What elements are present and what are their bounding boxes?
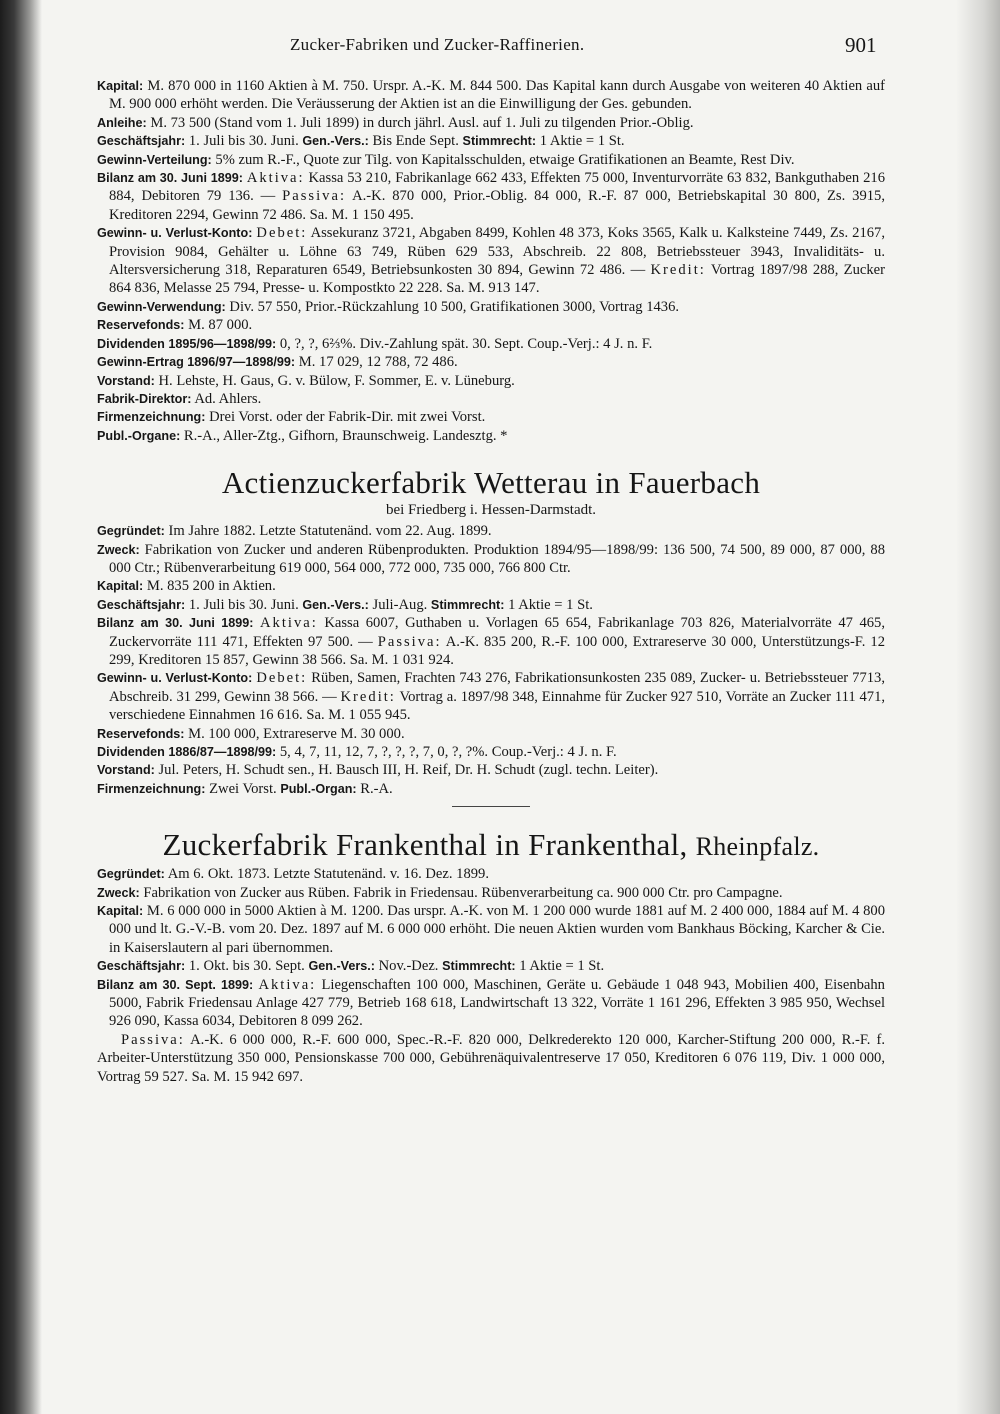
geschaeftsjahr-entry: Geschäftsjahr: 1. Okt. bis 30. Sept. Gen.-Vers.: Nov.-Dez. Stimmrecht: 1 Aktie = 1 St. (97, 958, 605, 975)
gewinn-verteilung-entry: Gewinn-Verteilung: 5% zum R.-F., Quote zur Tilg. von Kapitalsschulden, etwaige Gratifikationen an Beamte, Rest Div. (97, 151, 795, 168)
dividenden-entry: Dividenden 1895/96—1898/99: 0, ?, ?, 6⅔%. Div.-Zahlung spät. 30. Sept. Coup.-Verj.: 4 J. n. F. (97, 335, 653, 352)
zweck-entry: Zweck: Fabrikation von Zucker aus Rüben. Fabrik in Friedensau. Rübenverarbeitung ca. 900 000 Ctr. pro Campagne. (97, 884, 783, 901)
gegruendet-entry: Gegründet: Am 6. Okt. 1873. Letzte Statutenänd. v. 16. Dez. 1899. (97, 866, 489, 883)
gewinn-verlust-entry: Gewinn- u. Verlust-Konto: Debet: Rüben, Samen, Frachten 743 276, Fabrikationsunkosten 235 089, Zucker- u. Betriebssteuer 7713, Abschreib. 31 299, Gewinn 38 566. — Kredit: Vortrag a. 1897/98 348, Einnahme für Zucker 927 510, Vorräte an Zucker 111 471, verschiedene Einnahmen 16 616. Sa. M. 1 055 945. (97, 670, 886, 724)
passiva-entry: Passiva: A.-K. 6 000 000, R.-F. 600 000, Spec.-R.-F. 820 000, Delkrederekto 120 000, Karcher-Stiftung 200 000, R.-F. f. Arbeiter-Unterstützung 350 000, Pensionskasse 700 000, Gebührenäquivalentreserve 17 050, Kreditoren 6 076 119, Div. 1 000 000, Vortrag 59 527. Sa. M. 15 942 697. (97, 1031, 886, 1085)
section-divider (452, 806, 530, 807)
running-header: Zucker-Fabriken und Zucker-Raffinerien. (290, 35, 585, 54)
kapital-entry: Kapital: M. 6 000 000 in 5000 Aktien à M. 1200. Das urspr. A.-K. von M. 1 200 000 wurde 1881 auf M. 2 400 000, 1884 auf M. 4 800 000 und lt. G.-V.-B. vom 20. Dez. 1897 auf M. 6 000 000 erhöht. Die neuen Aktien wurden vom Bankhaus Böcking, Karcher & Cie. in Kaiserslautern al pari übernommen. (97, 903, 885, 956)
gewinn-ertrag-entry: Gewinn-Ertrag 1896/97—1898/99: M. 17 029, 12 788, 72 486. (97, 354, 458, 371)
vorstand-entry: Vorstand: H. Lehste, H. Gaus, G. v. Bülow, F. Sommer, E. v. Lüneburg. (97, 372, 515, 389)
anleihe-entry: Anleihe: M. 73 500 (Stand vom 1. Juli 1899) in durch jährl. Ausl. auf 1. Juli zu tilgenden Prior.-Oblig. (97, 114, 694, 131)
dividenden-entry: Dividenden 1886/87—1898/99: 5, 4, 7, 11, 12, 7, ?, ?, ?, 7, 0, ?, ?%. Coup.-Verj.: 4 J. n. F. (97, 744, 617, 760)
bilanz-entry: Bilanz am 30. Juni 1899: Aktiva: Kassa 53 210, Fabrikanlage 662 433, Effekten 75 000, Inventurvorräte 63 832, Bankguthaben 216 884, Debitoren 79 136. — Passiva: A.-K. 870 000, Prior.-Oblig. 84 000, R.-F. 87 000, Betriebskapital 30 800, Zs. 3915, Kreditoren 2294, Gewinn 72 486. Sa. M. 1 150 495. (97, 170, 885, 223)
zweck-entry: Zweck: Fabrikation von Zucker und anderen Rübenprodukten. Produktion 1894/95—1898/99: 136 500, 74 500, 89 000, 87 000, 88 000 Ctr.; Rübenverarbeitung 619 000, 564 000, 772 000, 735 000, 766 800 Ctr. (97, 541, 885, 576)
reservefonds-entry: Reservefonds: M. 87 000. (97, 317, 253, 334)
reservefonds-entry: Reservefonds: M. 100 000, Extrareserve M. 30 000. (97, 725, 405, 742)
bilanz-entry: Bilanz am 30. Sept. 1899: Aktiva: Liegenschaften 100 000, Maschinen, Geräte u. Gebäude 1 048 943, Mobilien 400, Eisenbahn 5000, Fabrik Friedensau Anlage 427 779, Betrieb 168 618, Landwirtschaft 13 322, Vorräte 1 161 296, Effekten 3 985 950, Wechsel 926 090, Kassa 6034, Debitoren 8 099 262. (97, 976, 885, 1030)
bilanz-entry: Bilanz am 30. Juni 1899: Aktiva: Kassa 6007, Guthaben u. Vorlagen 65 654, Fabrikanlage 703 826, Materialvorräte 47 465, Zuckervorräte 111 471, Effekten 97 500. — Passiva: A.-K. 835 200, R.-F. 100 000, Extrareserve 30 000, Unterstützungs-F. 12 299, Kreditoren 15 857, Gewinn 38 566. Sa. M. 1 031 924. (97, 615, 885, 668)
firmenzeichnung-entry: Firmenzeichnung: Drei Vorst. oder der Fabrik-Dir. mit zwei Vorst. (97, 409, 486, 426)
page-content (97, 77, 885, 1086)
publ-organe-entry: Publ.-Organe: R.-A., Aller-Ztg., Gifhorn, Braunschweig. Landesztg. * (97, 427, 508, 444)
company-title: Actienzuckerfabrik Wetterau in Fauerbach (221, 465, 761, 501)
kapital-entry: Kapital: M. 835 200 in Aktien. (97, 578, 276, 595)
company-title: Zuckerfabrik Frankenthal in Frankenthal, Rheinpfalz. (162, 827, 820, 863)
page-edge-shadow (956, 0, 1000, 1414)
gewinn-verwendung-entry: Gewinn-Verwendung: Div. 57 550, Prior.-Rückzahlung 10 500, Gratifikationen 3000, Vortrag 1436. (97, 298, 680, 315)
gegruendet-entry: Gegründet: Im Jahre 1882. Letzte Statutenänd. vom 22. Aug. 1899. (97, 523, 492, 540)
fabrik-direktor-entry: Fabrik-Direktor: Ad. Ahlers. (97, 390, 262, 407)
geschaeftsjahr-entry: Geschäftsjahr: 1. Juli bis 30. Juni. Gen.-Vers.: Bis Ende Sept. Stimmrecht: 1 Aktie = 1 St. (97, 133, 625, 150)
company-subtitle: bei Friedberg i. Hessen-Darmstadt. (385, 502, 597, 519)
gewinn-verlust-entry: Gewinn- u. Verlust-Konto: Debet: Assekuranz 3721, Abgaben 8499, Kohlen 48 373, Koks 3565, Kalk u. Kalksteine 7449, Zs. 2167, Provision 9084, Gehälter u. Löhne 63 749, Rüben 629 533, Abschreib. 22 808, Betriebssteuer 3943, Invaliditäts- u. Altersversicherung 318, Reparaturen 6549, Betriebsunkosten 30 894, Gewinn 72 486. — Kredit: Vortrag 1897/98 288, Zucker 864 836, Melasse 25 794, Presse- u. Kompostkto 22 228. Sa. M. 913 147. (97, 225, 885, 297)
geschaeftsjahr-entry: Geschäftsjahr: 1. Juli bis 30. Juni. Gen.-Vers.: Juli-Aug. Stimmrecht: 1 Aktie = 1 St. (97, 596, 593, 613)
kapital-entry: Kapital: M. 870 000 in 1160 Aktien à M. 750. Urspr. A.-K. M. 844 500. Das Kapital kann durch Ausgabe von weiteren 40 Aktien auf M. 900 000 erhöht werden. Die Veräusserung der Aktien ist an die Einwilligung der Ges. gebunden. (97, 78, 885, 113)
page-number: 901 (845, 33, 877, 57)
book-binding-shadow (0, 0, 42, 1414)
vorstand-entry: Vorstand: Jul. Peters, H. Schudt sen., H. Bausch III, H. Reif, Dr. H. Schudt (zugl. techn. Leiter). (97, 762, 659, 779)
firmenzeichnung-entry: Firmenzeichnung: Zwei Vorst. Publ.-Organ: R.-A. (97, 780, 393, 797)
